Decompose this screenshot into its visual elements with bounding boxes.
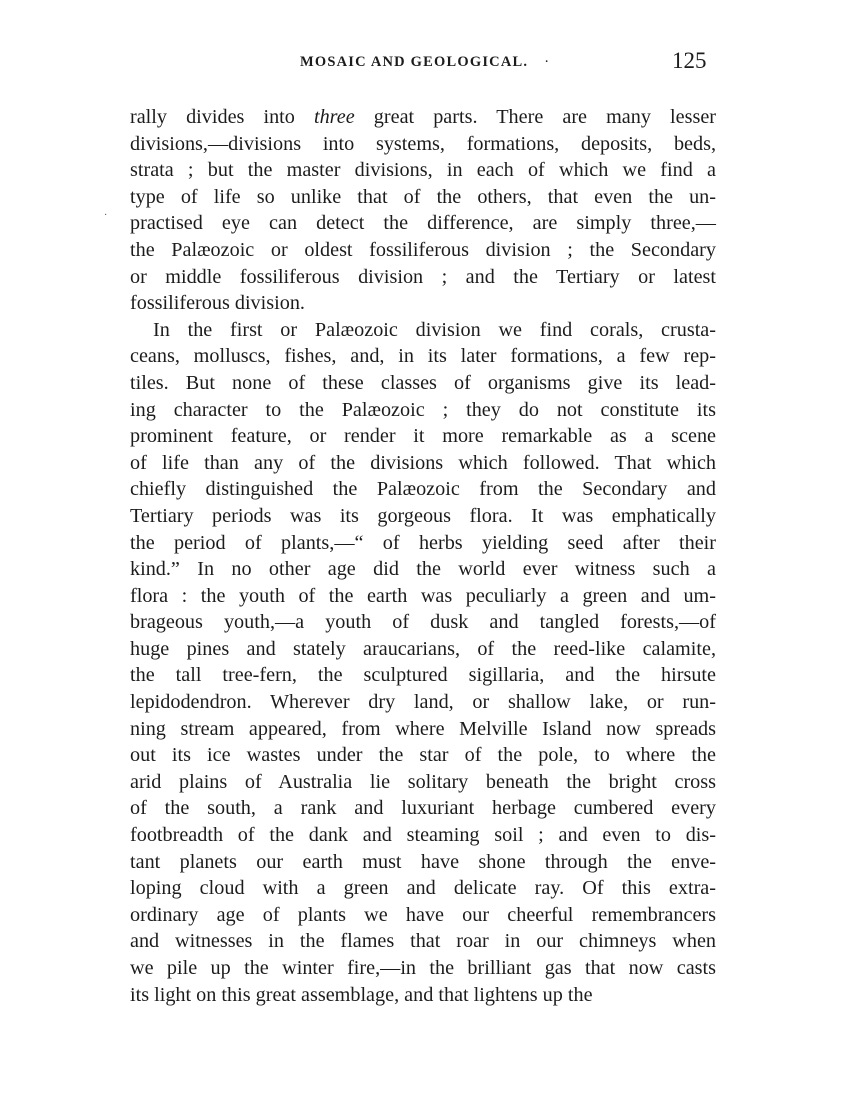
body-text <box>130 104 716 1008</box>
text-line: brageous youth,—a youth of dusk and tangled forests,—of <box>130 611 716 634</box>
text-line: ceans, molluscs, fishes, and, in its later formations, a few rep- <box>130 345 716 368</box>
italic-emphasis: three <box>313 106 355 128</box>
text-line: tant planets our earth must have shone through the enve- <box>130 850 716 873</box>
text-line: of the south, a rank and luxuriant herbage cumbered every <box>130 797 716 820</box>
text-line: practised eye can detect the difference, are simply three,— <box>130 212 716 235</box>
running-head <box>300 54 550 71</box>
text-line: lepidodendron. Wherever dry land, or shallow lake, or run- <box>130 691 716 714</box>
text-line: out its ice wastes under the star of the pole, to where the <box>130 744 716 767</box>
text-line: chiefly distinguished the Palæozoic from the Secondary and <box>130 478 716 501</box>
text-line: kind.” In no other age did the world ever witness such a <box>130 558 716 581</box>
text-line: the Palæozoic or oldest fossiliferous division ; the Secondary <box>130 238 716 261</box>
text-line: we pile up the winter fire,—in the brilliant gas that now casts <box>130 957 716 979</box>
text-line: or middle fossiliferous division ; and the Tertiary or latest <box>130 265 716 288</box>
paragraph <box>130 317 716 1008</box>
text-line: rally divides into three great parts. There are many lesser <box>130 106 716 128</box>
page-number: 125 <box>672 48 707 73</box>
text-line: type of life so unlike that of the others, that even the un- <box>130 185 716 208</box>
text-line: divisions,—divisions into systems, formations, deposits, beds, <box>130 132 716 155</box>
text-line: Tertiary periods was its gorgeous flora. It was emphatically <box>130 504 716 527</box>
text-line: In the first or Palæozoic division we find corals, crusta- <box>153 318 716 341</box>
text-line: the period of plants,—“ of herbs yielding seed after their <box>130 531 716 554</box>
text-line: strata ; but the master divisions, in each of which we find a <box>130 159 716 182</box>
text-line: prominent feature, or render it more remarkable as a scene <box>130 425 716 448</box>
text-line: ing character to the Palæozoic ; they do not constitute its <box>130 398 716 421</box>
text-line: and witnesses in the flames that roar in our chimneys when <box>130 930 716 953</box>
text-line: fossiliferous division. <box>130 292 305 315</box>
text-line: tiles. But none of these classes of organisms give its lead- <box>130 371 716 394</box>
text-line: loping cloud with a green and delicate ray. Of this extra- <box>130 877 716 900</box>
text-line: of life than any of the divisions which followed. That which <box>130 451 716 474</box>
paragraph <box>130 104 716 317</box>
text-line: flora : the youth of the earth was peculiarly a green and um- <box>130 584 716 607</box>
running-head-separator: · <box>544 54 551 70</box>
text-line: the tall tree-fern, the sculptured sigillaria, and the hirsute <box>130 664 716 687</box>
text-line: arid plains of Australia lie solitary beneath the bright cross <box>130 770 716 793</box>
running-title: MOSAIC AND GEOLOGICAL. <box>300 54 529 70</box>
margin-mark: · <box>104 210 108 221</box>
text-line: footbreadth of the dank and steaming soil ; and even to dis- <box>130 824 716 847</box>
text-line: ning stream appeared, from where Melville Island now spreads <box>130 717 716 740</box>
text-line: ordinary age of plants we have our cheerful remembrancers <box>130 903 716 926</box>
text-line: huge pines and stately araucarians, of the reed-like calamite, <box>130 637 716 660</box>
text-line: its light on this great assemblage, and that lightens up the <box>130 983 593 1006</box>
